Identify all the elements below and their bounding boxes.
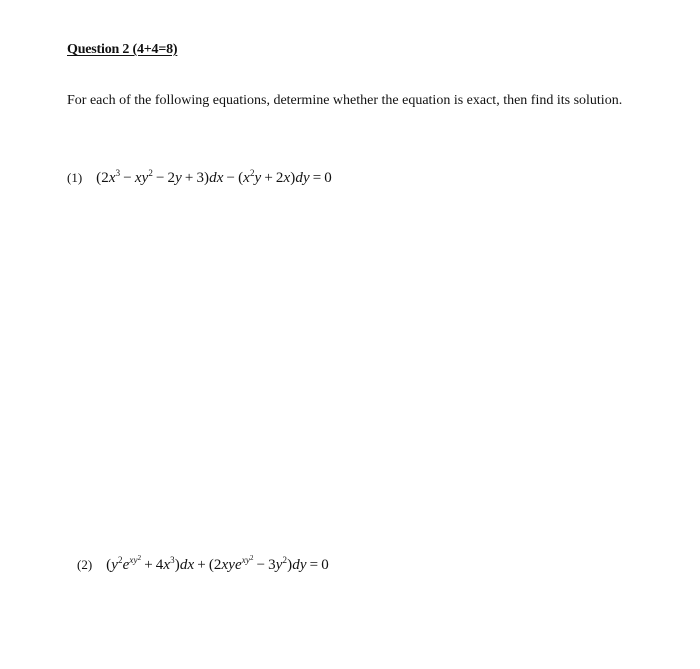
question-instructions: For each of the following equations, determine whether the equation is exact, then find its solution.	[67, 93, 623, 108]
question-title: Question 2 (4+4=8)	[67, 42, 178, 57]
problem-2-equation: $(y^2e^{xy^2} + 4x^3)dx + (2xye^{xy^2} - 3y^2)dy = 0$	[106, 554, 329, 573]
problem-1-equation: $(2x^3 - xy^2 - 2y + 3)dx - (x^2y + 2x)dy = 0$	[96, 168, 332, 186]
problem-1-number: (1)	[67, 170, 83, 185]
problem-2-number: (2)	[77, 557, 93, 572]
problem-2	[77, 554, 329, 574]
problem-1	[67, 170, 332, 187]
